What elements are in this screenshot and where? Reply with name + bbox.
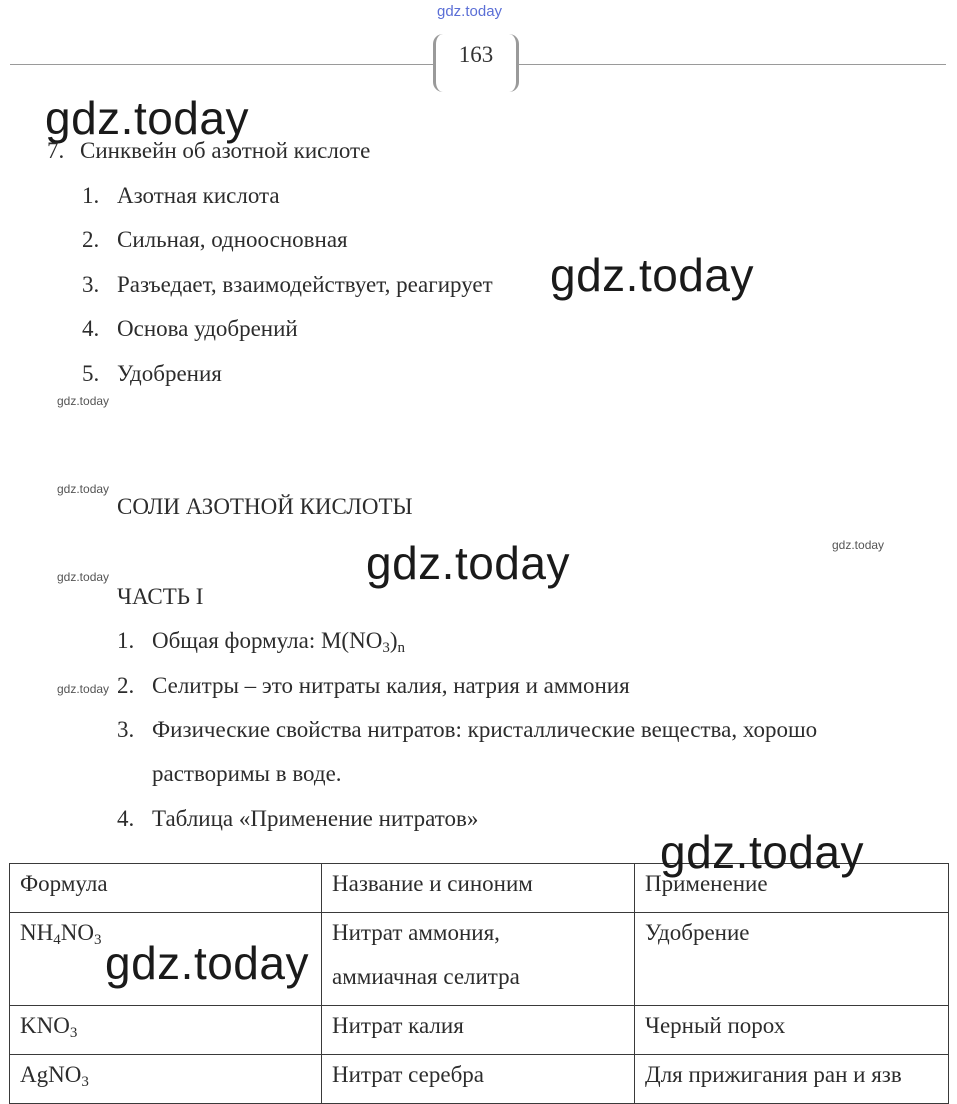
- table-cell-name: [322, 913, 635, 1006]
- watermark-small: gdz.today: [57, 394, 110, 408]
- name-text: Нитрат калия: [332, 1013, 464, 1038]
- formula-close: ): [389, 628, 398, 653]
- list-item-number: 3.: [82, 272, 100, 297]
- table-header-cell: [10, 864, 322, 913]
- watermark-big: gdz.today: [550, 249, 754, 301]
- list-item-number: 3.: [117, 717, 135, 742]
- list-item: Физические свойства нитратов: кристаллические вещества, хорошо: [152, 717, 818, 742]
- list-item: [152, 628, 405, 654]
- watermark-small: gdz.today: [57, 482, 110, 496]
- formula-part: KNO: [20, 1013, 70, 1038]
- formula-subscript: 3: [81, 1074, 89, 1090]
- table-row: [10, 1006, 949, 1055]
- header-rule-right: [519, 64, 946, 65]
- list-item-number: 4.: [82, 316, 100, 341]
- list-item: Таблица «Применение нитратов»: [152, 806, 479, 831]
- name-text: Нитрат серебра: [332, 1062, 484, 1087]
- formula-text: Общая формула: M(NO: [152, 628, 383, 653]
- watermark-small: gdz.today: [57, 682, 110, 696]
- formula-part: NH: [20, 920, 54, 945]
- table-header-cell: [322, 864, 635, 913]
- list-item: Сильная, одноосновная: [117, 227, 348, 252]
- watermark-big: gdz.today: [105, 937, 309, 989]
- list-item-number: 2.: [117, 673, 135, 698]
- name-line: аммиачная селитра: [332, 964, 520, 989]
- table-cell-use: [635, 913, 949, 1006]
- table-row: [10, 1055, 949, 1104]
- header-rule-left: [10, 64, 433, 65]
- top-watermark: gdz.today: [437, 3, 503, 20]
- list-item: Основа удобрений: [117, 316, 298, 341]
- watermark-small: gdz.today: [57, 570, 110, 584]
- watermark-small: gdz.today: [832, 538, 885, 552]
- header-use: Применение: [645, 871, 768, 896]
- use-text: Черный порох: [645, 1013, 786, 1038]
- section-title: СОЛИ АЗОТНОЙ КИСЛОТЫ: [117, 494, 413, 519]
- use-text: Для прижигания ран и язв: [645, 1062, 902, 1087]
- table-cell-use: [635, 1055, 949, 1104]
- page-number: 163: [458, 42, 494, 67]
- header-name: Название и синоним: [332, 871, 533, 896]
- name-line: Нитрат аммония,: [332, 920, 500, 945]
- use-text: Удобрение: [645, 920, 750, 945]
- formula-subscript: n: [397, 640, 405, 656]
- watermark-big: gdz.today: [45, 92, 249, 144]
- formula-part: AgNO: [20, 1062, 82, 1087]
- list-item-number: 2.: [82, 227, 100, 252]
- list-item: Удобрения: [117, 361, 222, 386]
- formula-subscript: 3: [382, 640, 390, 656]
- watermark-big: gdz.today: [366, 537, 570, 589]
- synquain-heading: Синквейн об азотной кислоте: [80, 138, 371, 163]
- list-item-continuation: растворимы в воде.: [152, 761, 342, 786]
- list-item-number: 5.: [82, 361, 100, 386]
- list-item: Разъедает, взаимодействует, реагирует: [117, 272, 493, 297]
- header-formula: Формула: [20, 871, 108, 896]
- formula-subscript: 4: [53, 932, 61, 948]
- table-cell-use: [635, 1006, 949, 1055]
- list-item: Селитры – это нитраты калия, натрия и аммония: [152, 673, 630, 698]
- list-item-number: 4.: [117, 806, 135, 831]
- watermark-big: gdz.today: [660, 826, 864, 878]
- part-title: ЧАСТЬ I: [117, 584, 204, 609]
- formula-subscript: 3: [69, 1025, 78, 1041]
- list-item-number: 1.: [82, 183, 100, 208]
- table-cell-name: [322, 1055, 635, 1104]
- list-item: Азотная кислота: [117, 183, 280, 208]
- table-cell-formula: [10, 1006, 322, 1055]
- table-cell-formula: [10, 1055, 322, 1104]
- formula-subscript: 3: [93, 932, 102, 948]
- table-cell-name: [322, 1006, 635, 1055]
- synquain-heading-number: 7.: [47, 138, 65, 163]
- formula-part: NO: [60, 920, 94, 945]
- list-item-number: 1.: [117, 628, 135, 653]
